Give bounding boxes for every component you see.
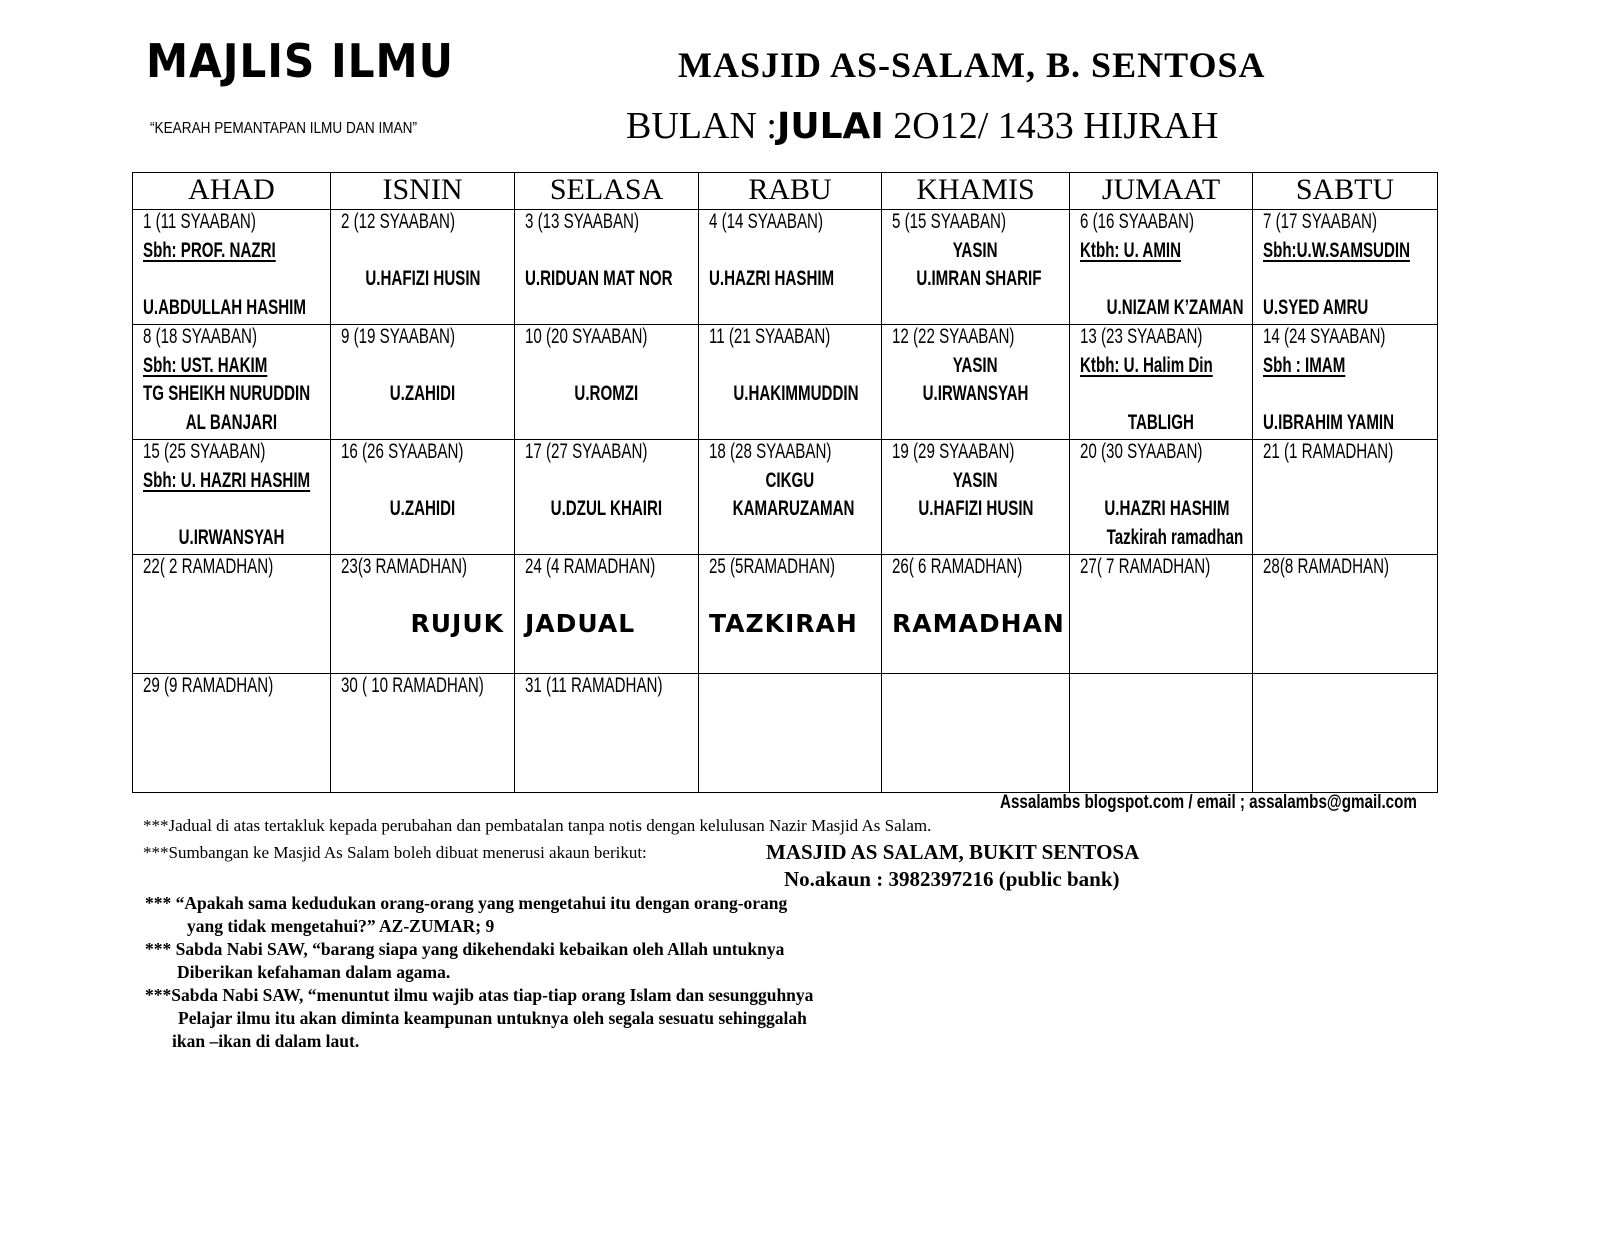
date-line — [882, 325, 1069, 354]
date-label: 10 (20 SYAABAN) — [525, 325, 648, 348]
speaker-name — [133, 296, 330, 325]
speaker-name — [1253, 267, 1437, 296]
date-line — [699, 674, 881, 703]
date-label: 27( 7 RAMADHAN) — [1080, 555, 1211, 578]
date-line — [1253, 325, 1437, 354]
date-line — [882, 674, 1069, 703]
cell-text: Sbh: UST. HAKIM — [143, 353, 268, 377]
date-line — [1253, 674, 1437, 703]
cell-text: U.IRWANSYAH — [922, 382, 1029, 405]
speaker-name — [331, 382, 514, 411]
day-cell — [882, 555, 1070, 674]
day-cell — [515, 555, 699, 674]
day-cell — [1070, 325, 1253, 440]
speaker-name — [515, 239, 698, 268]
date-line — [882, 555, 1069, 584]
speaker-name — [515, 354, 698, 383]
day-header: JUMAAT — [1070, 173, 1253, 210]
date-label: 21 (1 RAMADHAN) — [1263, 440, 1394, 463]
date-line — [1253, 210, 1437, 239]
day-cell — [515, 440, 699, 555]
speaker-name — [882, 469, 1069, 498]
day-cell — [1253, 555, 1438, 674]
speaker-name — [331, 526, 514, 555]
date-label: 8 (18 SYAABAN) — [143, 325, 258, 348]
date-line — [515, 555, 698, 584]
day-cell — [882, 210, 1070, 325]
date-line — [515, 440, 698, 469]
date-line — [133, 674, 330, 703]
speaker-name — [699, 411, 881, 440]
day-cell — [882, 440, 1070, 555]
speaker-name — [699, 469, 881, 498]
day-cell — [882, 325, 1070, 440]
day-cell — [133, 210, 331, 325]
speaker-name — [882, 267, 1069, 296]
cell-text: Sbh: U. HAZRI HASHIM — [143, 468, 311, 492]
speaker-name — [699, 497, 881, 526]
cell-text: CIKGU — [765, 468, 815, 492]
day-cell — [133, 325, 331, 440]
day-cell — [1253, 325, 1438, 440]
day-cell — [1070, 210, 1253, 325]
mosque-name: MASJID AS-SALAM, B. SENTOSA — [678, 45, 1266, 85]
date-label: 4 (14 SYAABAN) — [709, 210, 824, 233]
month-name: JULAI — [776, 106, 884, 147]
quote-line: Pelajar ilmu itu akan diminta keampunan untuknya oleh segala sesuatu sehinggalah — [178, 1008, 807, 1028]
speaker-name — [331, 267, 514, 296]
day-header: ISNIN — [331, 173, 515, 210]
speaker-name — [882, 354, 1069, 383]
date-label: 31 (11 RAMADHAN) — [525, 674, 663, 697]
contact-info: Assalambs blogspot.com / email ; assalambs@gmail.com — [1000, 792, 1417, 813]
quote-line: yang tidak mengetahui?” AZ-ZUMAR; 9 — [187, 916, 495, 936]
speaker-name — [331, 239, 514, 268]
cell-text: U.ROMZI — [574, 382, 639, 405]
speaker-name — [882, 296, 1069, 325]
date-label: 5 (15 SYAABAN) — [892, 210, 1007, 233]
date-label: 16 (26 SYAABAN) — [341, 440, 464, 463]
date-label: 3 (13 SYAABAN) — [525, 210, 640, 233]
speaker-name — [133, 526, 330, 555]
date-label: 13 (23 SYAABAN) — [1080, 325, 1203, 348]
speaker-name — [515, 526, 698, 555]
cell-text: YASIN — [953, 353, 998, 377]
session-speaker — [133, 469, 330, 498]
quote-line: ***Sabda Nabi SAW, “menuntut ilmu wajib atas tiap-tiap orang Islam dan sesungguhnya — [145, 985, 814, 1005]
cell-text: Ktbh: U. Halim Din — [1080, 353, 1213, 377]
quote-line: Diberikan kefahaman dalam agama. — [177, 962, 451, 982]
day-cell — [133, 555, 331, 674]
date-line — [699, 210, 881, 239]
speaker-name — [515, 469, 698, 498]
date-label: 29 (9 RAMADHAN) — [143, 674, 274, 697]
speaker-name — [515, 411, 698, 440]
date-line — [1070, 440, 1252, 469]
speaker-name — [882, 239, 1069, 268]
speaker-name — [1253, 497, 1437, 526]
cell-text: YASIN — [953, 238, 998, 262]
speaker-name — [515, 497, 698, 526]
quote-line: ikan –ikan di dalam laut. — [172, 1031, 360, 1051]
cell-text: Sbh : IMAM — [1263, 353, 1346, 377]
cell-text: YASIN — [953, 468, 998, 492]
week-row — [133, 325, 1438, 440]
speaker-name — [1070, 382, 1252, 411]
cell-text: Sbh: PROF. NAZRI — [143, 238, 276, 262]
cell-text: AL BANJARI — [185, 410, 278, 434]
day-cell — [133, 674, 331, 793]
date-label: 22( 2 RAMADHAN) — [143, 555, 274, 578]
account-number: No.akaun : 3982397216 (public bank) — [784, 867, 1120, 891]
cell-text: U.HAZRI HASHIM — [1104, 497, 1230, 520]
day-cell — [1253, 674, 1438, 793]
speaker-name — [699, 267, 881, 296]
date-line — [331, 674, 514, 703]
speaker-name — [133, 267, 330, 296]
cell-text: U.IMRAN SHARIF — [916, 267, 1042, 290]
date-line — [882, 440, 1069, 469]
speaker-name — [1253, 296, 1437, 325]
ramadhan-banner-word: RUJUK — [410, 609, 504, 638]
day-cell — [1070, 555, 1253, 674]
day-cell — [699, 325, 882, 440]
date-line — [1070, 555, 1252, 584]
cell-text: U.HAFIZI HUSIN — [917, 497, 1034, 520]
day-cell — [699, 440, 882, 555]
session-speaker — [1070, 239, 1252, 268]
cell-text: KAMARUZAMAN — [732, 497, 855, 520]
date-line — [331, 325, 514, 354]
speaker-name — [515, 382, 698, 411]
cell-text: U.IRWANSYAH — [178, 525, 285, 549]
month-prefix: BULAN : — [626, 105, 777, 147]
note-donation: ***Sumbangan ke Masjid As Salam boleh dibuat menerusi akaun berikut: — [143, 843, 647, 862]
speaker-name — [133, 382, 330, 411]
day-header: RABU — [699, 173, 882, 210]
cell-text: TABLIGH — [1127, 410, 1195, 434]
day-header: SELASA — [515, 173, 699, 210]
session-speaker — [1070, 354, 1252, 383]
day-cell — [515, 674, 699, 793]
day-cell — [331, 674, 515, 793]
cell-text: Sbh:U.W.SAMSUDIN — [1263, 238, 1410, 262]
day-cell — [331, 440, 515, 555]
date-line — [515, 325, 698, 354]
speaker-name — [133, 497, 330, 526]
cell-text: U.ZAHIDI — [389, 382, 456, 405]
speaker-name — [515, 296, 698, 325]
date-label: 2 (12 SYAABAN) — [341, 210, 456, 233]
month-year: 2O12/ 1433 HIJRAH — [883, 105, 1219, 147]
day-cell — [515, 325, 699, 440]
date-label: 14 (24 SYAABAN) — [1263, 325, 1386, 348]
date-label: 17 (27 SYAABAN) — [525, 440, 648, 463]
quote-line: *** Sabda Nabi SAW, “barang siapa yang dikehendaki kebaikan oleh Allah untuknya — [145, 939, 785, 959]
page-title: MAJLIS ILMU — [146, 34, 454, 88]
cell-text: Ktbh: U. AMIN — [1080, 238, 1182, 262]
date-label: 12 (22 SYAABAN) — [892, 325, 1015, 348]
date-label: 19 (29 SYAABAN) — [892, 440, 1015, 463]
cell-text: Tazkirah ramadhan — [1106, 525, 1244, 549]
speaker-name — [1253, 411, 1437, 440]
date-label: 11 (21 SYAABAN) — [709, 325, 831, 348]
date-label: 30 ( 10 RAMADHAN) — [341, 674, 484, 697]
date-line — [1253, 555, 1437, 584]
month-heading — [626, 104, 1218, 148]
cell-text: U.HAKIMMUDDIN — [733, 382, 859, 405]
day-header: KHAMIS — [882, 173, 1070, 210]
speaker-name — [1070, 497, 1252, 526]
week-row — [133, 555, 1438, 674]
speaker-name — [331, 411, 514, 440]
ramadhan-banner-word: TAZKIRAH — [709, 609, 858, 638]
date-label: 25 (5RAMADHAN) — [709, 555, 836, 578]
speaker-name — [331, 497, 514, 526]
speaker-name — [1253, 469, 1437, 498]
date-line — [699, 325, 881, 354]
speaker-name — [331, 296, 514, 325]
date-line — [515, 674, 698, 703]
week-row — [133, 210, 1438, 325]
date-line — [1253, 440, 1437, 469]
date-label: 1 (11 SYAABAN) — [143, 210, 256, 233]
speaker-name — [1070, 267, 1252, 296]
day-cell — [1070, 674, 1253, 793]
date-line — [133, 325, 330, 354]
cell-text: U.ZAHIDI — [389, 497, 456, 520]
speaker-name — [882, 411, 1069, 440]
speaker-name — [882, 497, 1069, 526]
date-line — [331, 440, 514, 469]
date-line — [699, 440, 881, 469]
day-cell — [331, 325, 515, 440]
motto: “KEARAH PEMANTAPAN ILMU DAN IMAN” — [150, 120, 417, 137]
date-line — [1070, 210, 1252, 239]
date-line — [515, 210, 698, 239]
speaker-name — [1070, 411, 1252, 440]
speaker-name — [1070, 526, 1252, 555]
session-speaker — [1253, 354, 1437, 383]
speaker-name — [331, 354, 514, 383]
day-cell — [699, 674, 882, 793]
date-label: 6 (16 SYAABAN) — [1080, 210, 1195, 233]
ramadhan-banner-word: JADUAL — [525, 609, 636, 638]
note-disclaimer: ***Jadual di atas tertakluk kepada perubahan dan pembatalan tanpa notis dengan kelulusan Nazir Masjid As Salam. — [143, 816, 932, 835]
speaker-name — [1070, 469, 1252, 498]
cell-text: U.DZUL KHAIRI — [550, 497, 663, 520]
quote-line: *** “Apakah sama kedudukan orang-orang yang mengetahui itu dengan orang-orang — [145, 893, 788, 913]
date-line — [331, 555, 514, 584]
speaker-name — [699, 382, 881, 411]
date-label: 23(3 RAMADHAN) — [341, 555, 468, 578]
day-header: SABTU — [1253, 173, 1438, 210]
date-label: 7 (17 SYAABAN) — [1263, 210, 1378, 233]
day-cell — [699, 210, 882, 325]
date-line — [699, 555, 881, 584]
cell-text: U.SYED AMRU — [1263, 295, 1369, 319]
speaker-name — [1070, 296, 1252, 325]
speaker-name — [699, 239, 881, 268]
day-header: AHAD — [133, 173, 331, 210]
date-label: 15 (25 SYAABAN) — [143, 440, 266, 463]
speaker-name — [515, 267, 698, 296]
day-cell — [699, 555, 882, 674]
date-label: 28(8 RAMADHAN) — [1263, 555, 1390, 578]
cell-text: U.HAZRI HASHIM — [709, 267, 835, 290]
week-row — [133, 440, 1438, 555]
session-speaker — [133, 239, 330, 268]
day-cell — [515, 210, 699, 325]
day-header-row — [133, 173, 1438, 210]
speaker-name — [882, 382, 1069, 411]
speaker-name — [1253, 382, 1437, 411]
day-cell — [331, 210, 515, 325]
cell-text: U.NIZAM K’ZAMAN — [1106, 295, 1244, 319]
week-row — [133, 674, 1438, 793]
speaker-name — [699, 296, 881, 325]
speaker-name — [699, 354, 881, 383]
speaker-name — [882, 526, 1069, 555]
date-line — [1070, 325, 1252, 354]
speaker-name — [133, 411, 330, 440]
date-label: 24 (4 RAMADHAN) — [525, 555, 656, 578]
session-speaker — [133, 354, 330, 383]
cell-text: U.IBRAHIM YAMIN — [1263, 410, 1395, 434]
date-line — [133, 440, 330, 469]
cell-text: U.HAFIZI HUSIN — [364, 267, 481, 290]
date-label: 9 (19 SYAABAN) — [341, 325, 456, 348]
date-line — [882, 210, 1069, 239]
day-cell — [1253, 440, 1438, 555]
date-line — [133, 210, 330, 239]
cell-text: TG SHEIKH NURUDDIN — [143, 382, 311, 405]
ramadhan-banner-word: RAMADHAN — [892, 609, 1065, 638]
account-name: MASJID AS SALAM, BUKIT SENTOSA — [766, 840, 1140, 864]
date-line — [331, 210, 514, 239]
day-cell — [133, 440, 331, 555]
speaker-name — [699, 526, 881, 555]
cell-text: U.ABDULLAH HASHIM — [143, 295, 306, 319]
date-label: 26( 6 RAMADHAN) — [892, 555, 1023, 578]
calendar-table — [132, 172, 1438, 793]
day-cell — [1070, 440, 1253, 555]
day-cell — [331, 555, 515, 674]
date-label: 18 (28 SYAABAN) — [709, 440, 832, 463]
session-speaker — [1253, 239, 1437, 268]
speaker-name — [1253, 526, 1437, 555]
date-line — [1070, 674, 1252, 703]
day-cell — [882, 674, 1070, 793]
speaker-name — [331, 469, 514, 498]
date-label: 20 (30 SYAABAN) — [1080, 440, 1203, 463]
day-cell — [1253, 210, 1438, 325]
cell-text: U.RIDUAN MAT NOR — [525, 267, 673, 290]
date-line — [133, 555, 330, 584]
